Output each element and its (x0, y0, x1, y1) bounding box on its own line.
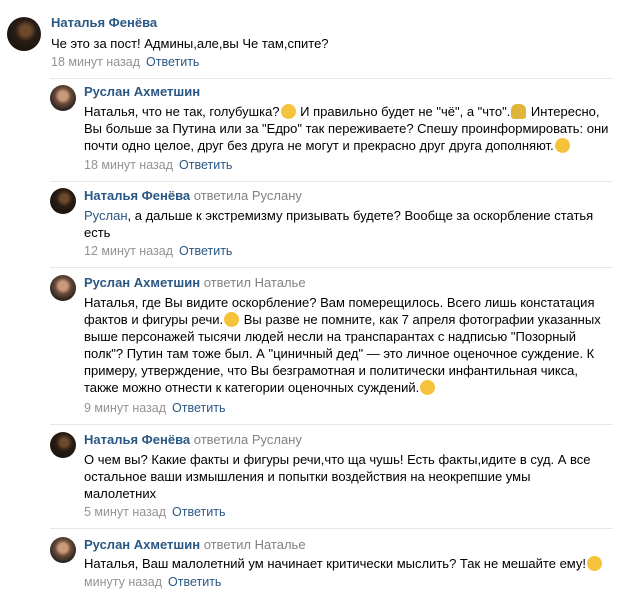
comment-time[interactable]: 18 минут назад (84, 158, 173, 172)
comment-text: Руслан, а дальше к экстремизму призывать будете? Вообще за оскорбление статья есть (84, 208, 594, 240)
replied-to-label[interactable]: ответила Руслану (193, 432, 302, 447)
comment-author[interactable]: Наталья Фенёва (84, 432, 191, 447)
reply-button[interactable]: Ответить (172, 505, 226, 519)
comment-text: Наталья, Ваш малолетний ум начинает критически мыслить? Так не мешайте ему! (84, 555, 619, 572)
comment-text: Че это за пост! Админы,але,вы Че там,спите? (51, 36, 329, 51)
reply-button[interactable]: Ответить (172, 401, 226, 415)
comment-text: О чем вы? Какие факты и фигуры речи,что ща чушь! Есть факты,идите в суд. А все остальное ваши измышления и попытки воздействия на неокрепшие умы малолетних (84, 452, 591, 501)
laughing-emoji-icon (420, 380, 435, 395)
laughing-emoji-icon (587, 556, 602, 571)
replied-to-label[interactable]: ответил Наталье (203, 275, 306, 290)
avatar[interactable] (7, 17, 41, 51)
avatar[interactable] (50, 188, 76, 214)
comment-text: Наталья, где Вы видите оскорбление? Вам померещилось. Всего лишь констатация фактов и фигуры речи. Вы разве не помните, как 7 апреля фотографии указанных выше персонажей тысячи людей несли на транспарантах с надписью "Позорный полк"? Путин там тоже был. А "циничный дед" — это личное оценочное суждение. К примеру, утверждение, что Вы безграмотная и политически инфантильная чикса, также можно отнести к категории оценочных суждений. (84, 295, 601, 395)
replied-to-label[interactable]: ответила Руслану (193, 188, 302, 203)
comment-author[interactable]: Руслан Ахметшин (84, 275, 201, 290)
comment-time[interactable]: 9 минут назад (84, 401, 167, 415)
avatar[interactable] (50, 432, 76, 458)
avatar[interactable] (50, 85, 76, 111)
divider (50, 528, 613, 529)
reply-button[interactable]: Ответить (179, 158, 233, 172)
divider (50, 78, 613, 79)
avatar[interactable] (50, 275, 76, 301)
comment-author[interactable]: Руслан Ахметшин (84, 537, 201, 552)
laughing-emoji-icon (555, 138, 570, 153)
reply-button[interactable]: Ответить (179, 244, 233, 258)
divider (50, 424, 613, 425)
comment-time[interactable]: минуту назад (84, 575, 163, 589)
avatar[interactable] (50, 537, 76, 563)
comment-text: Наталья, что не так, голубушка? И правильно будет не "чё", а "что". Интересно, Вы больше за Путина или за "Едро" так переживаете? Спешу проинформировать: они почти одно целое, друг без друга не могут и прекрасно друг друга дополняют. (84, 104, 609, 153)
comment-time[interactable]: 12 минут назад (84, 244, 173, 258)
divider (50, 181, 613, 182)
mention-link[interactable]: Руслан (84, 208, 128, 223)
comment-author[interactable]: Наталья Фенёва (51, 15, 158, 30)
smirk-emoji-icon (281, 104, 296, 119)
comment-author[interactable]: Наталья Фенёва (84, 188, 191, 203)
comment-time[interactable]: 18 минут назад (51, 55, 140, 69)
divider (50, 267, 613, 268)
comment-time[interactable]: 5 минут назад (84, 505, 167, 519)
person-emoji-icon (511, 104, 526, 119)
comment-author[interactable]: Руслан Ахметшин (84, 84, 201, 99)
reply-button[interactable]: Ответить (168, 575, 222, 589)
tongue-emoji-icon (224, 312, 239, 327)
reply-button[interactable]: Ответить (146, 55, 200, 69)
replied-to-label[interactable]: ответил Наталье (203, 537, 306, 552)
